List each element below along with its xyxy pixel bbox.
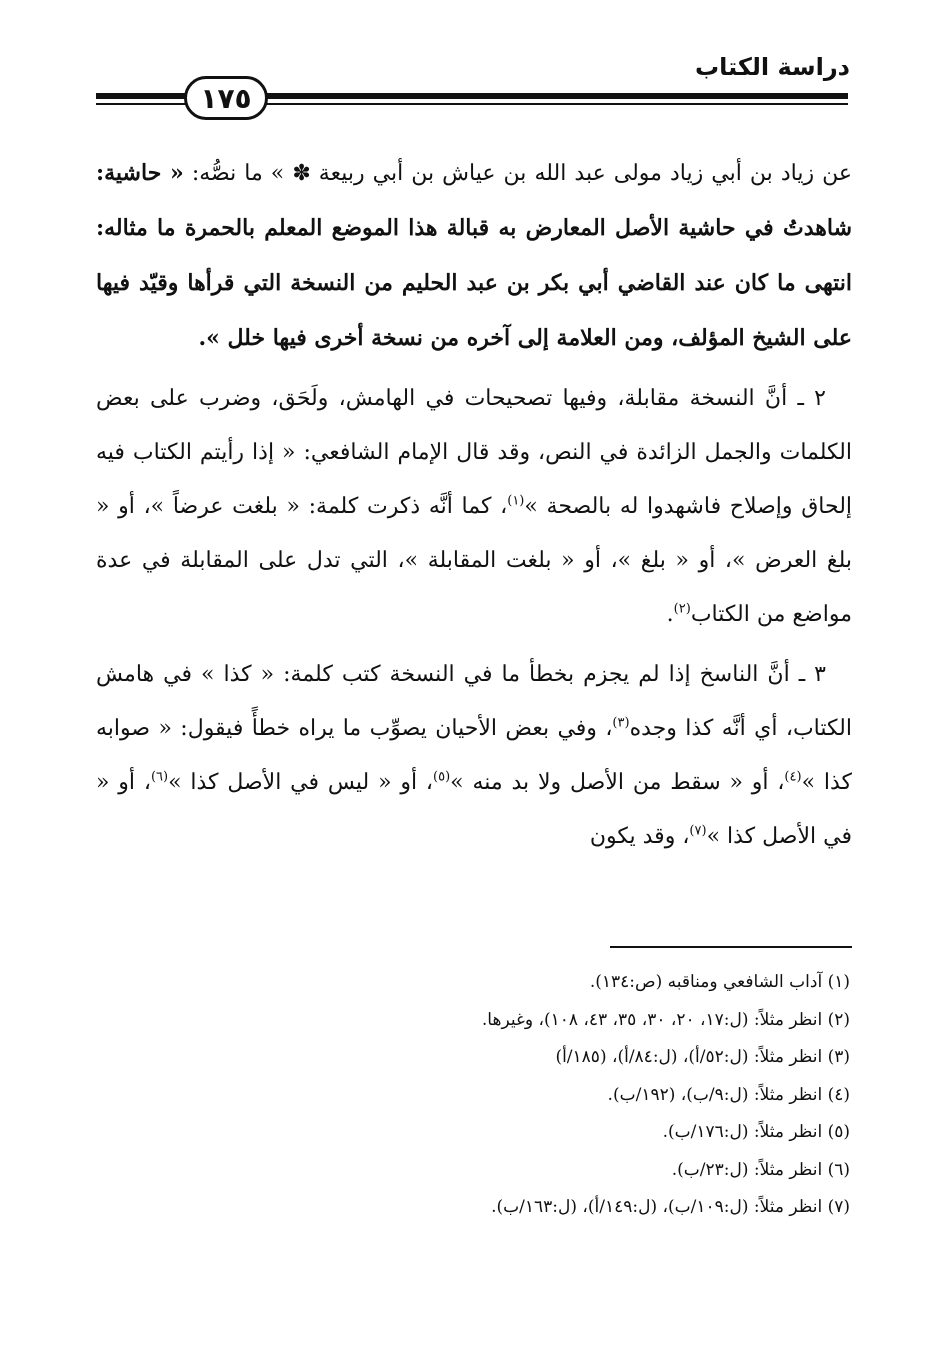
- footnote-1: (١) آداب الشافعي ومناقبه (ص:١٣٤).: [589, 972, 850, 992]
- paragraph-text: عن زياد بن أبي زياد مولى عبد الله بن عياش بن أبي ربيعة ✽ » ما نصُّه:: [183, 161, 853, 186]
- footnote-4: (٤) انظر مثلاً: (ل:٩/ب)، (١٩٢/ب).: [607, 1084, 850, 1105]
- paragraph-text: ، وقد يكون: [589, 824, 690, 849]
- paragraph-text: ٣ ـ أنَّ الناسخ إذا لم يجزم بخطأ ما في النسخة كتب كلمة: « كذا » في هامش الكتاب، أي أنَّه كذا وجده: [96, 662, 852, 741]
- page-number-badge: ١٧٥: [184, 76, 268, 120]
- body-text: [96, 146, 852, 870]
- footnote-ref[interactable]: (٢): [673, 601, 691, 617]
- footnote-ref[interactable]: (٣): [612, 715, 630, 731]
- paragraph-text: ٢ ـ أنَّ النسخة مقابلة، وفيها تصحيحات في الهامش، ولَحَق، وضرب على بعض الكلمات والجمل الزائدة في النص، وقد قال الإمام الشافعي: « إذا رأيتم الكتاب فيه إلحاق وإصلاح فاشهدوا له بالصحة »: [96, 386, 853, 519]
- paragraph-text: ، أو « سقط من الأصل ولا بد منه »: [450, 770, 785, 795]
- footnote-2: (٢) انظر مثلاً: (ل:١٧، ٢٠، ٣٠، ٣٥، ٤٣، ١٠٨)، وغيرها.: [481, 1009, 850, 1030]
- footnote-ref[interactable]: (٥): [433, 769, 451, 785]
- paragraph-quote: [96, 146, 852, 366]
- footnote-ref[interactable]: (٦): [150, 769, 169, 785]
- paragraph-text: .: [666, 602, 674, 627]
- footnotes: [96, 964, 850, 1227]
- footnote-separator: [610, 946, 852, 948]
- paragraph-point-2: [96, 372, 852, 642]
- footnote-ref[interactable]: (١): [507, 493, 525, 509]
- footnote-5: (٥) انظر مثلاً: (ل:١٧٦/ب).: [662, 1122, 850, 1142]
- paragraph-text: ، أو « في الأصل كذا »: [96, 770, 852, 849]
- footnote-3: (٣) انظر مثلاً: (ل:٥٢/أ)، (ل:٨٤/أ)، (١٨٥/أ): [555, 1047, 850, 1067]
- hashiya-quote: « حاشية: شاهدتُ في حاشية الأصل المعارض به قبالة هذا الموضع المعلم بالحمرة ما مثاله: انتهى ما كان عند القاضي أبي بكر بن عبد الحليم من النسخة التي قرأها وقيّد فيها على الشيخ المؤلف، ومن العلامة إلى آخره من نسخة أخرى فيها خلل ».: [96, 160, 852, 351]
- paragraph-text: ، كما أنَّه ذكرت كلمة: « بلغت عرضاً »، أو « بلغ العرض »، أو « بلغ »، أو « بلغت المقابلة »، التي تدل على المقابلة في عدة مواضع من الكتاب: [96, 494, 852, 627]
- footnote-7: (٧) انظر مثلاً: (ل:١٠٩/ب)، (ل:١٤٩/أ)، (ل:١٦٣/ب).: [491, 1197, 850, 1217]
- footnote-6: (٦) انظر مثلاً: (ل:٢٣/ب).: [671, 1159, 850, 1180]
- running-title: دراسة الكتاب: [695, 53, 850, 81]
- footnote-ref[interactable]: (٧): [689, 823, 707, 839]
- paragraph-point-3: [96, 648, 852, 864]
- paragraph-text: ، وفي بعض الأحيان يصوِّب ما يراه خطأً فيقول: « صوابه كذا »: [96, 716, 852, 795]
- paragraph-text: ، أو « ليس في الأصل كذا »: [168, 770, 434, 795]
- footnote-ref[interactable]: (٤): [784, 769, 802, 785]
